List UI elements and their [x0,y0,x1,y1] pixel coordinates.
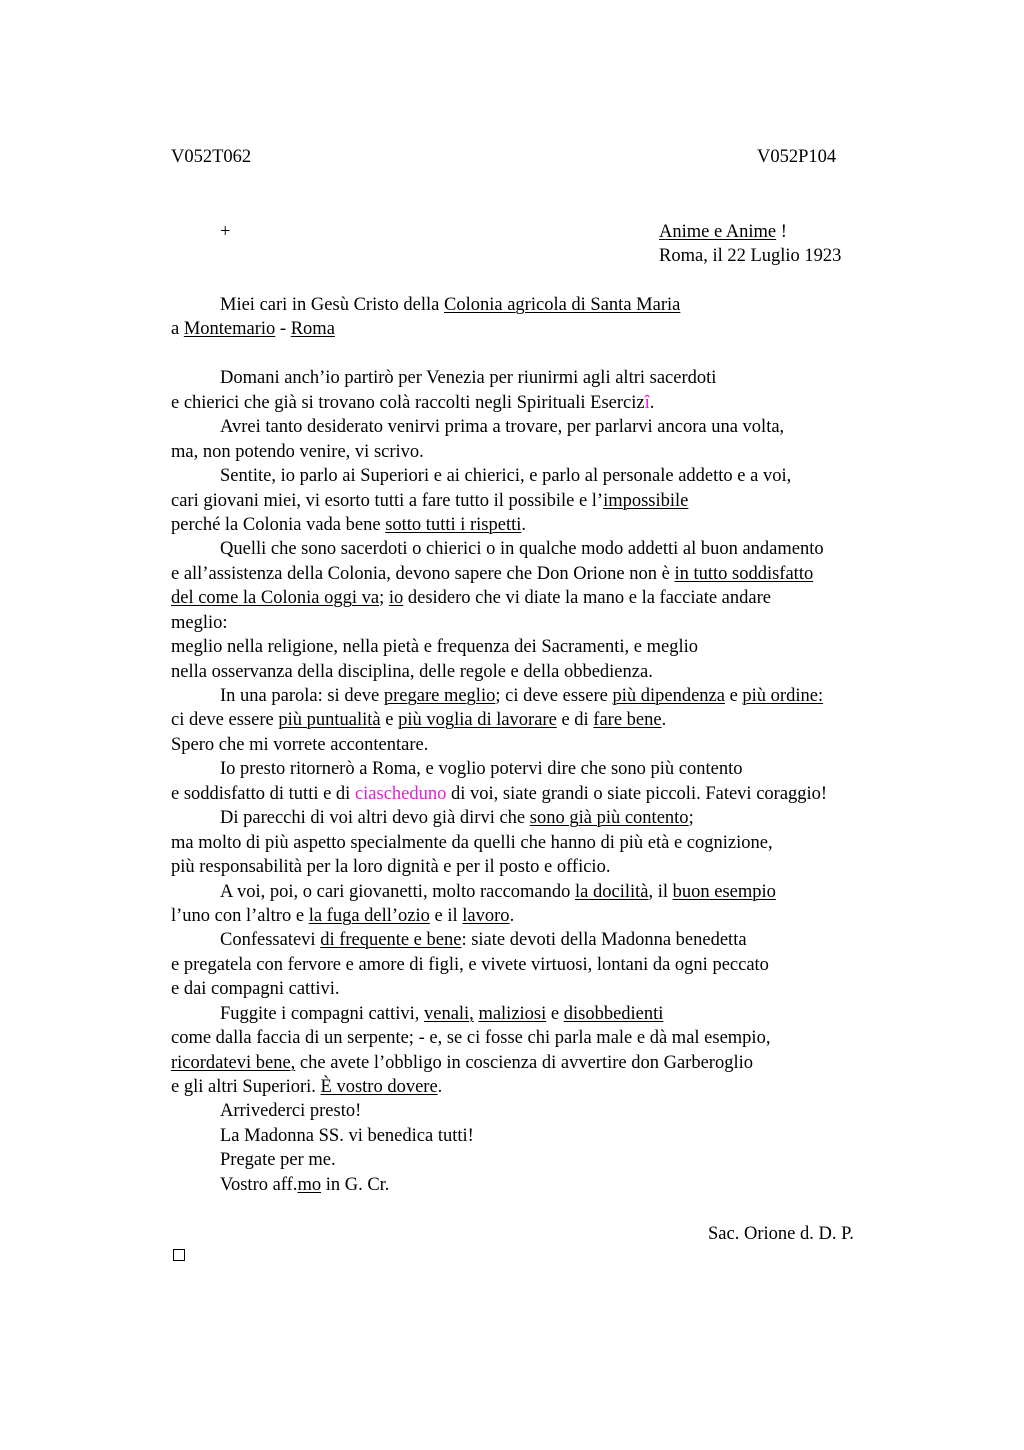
underlined-run: maliziosi [478,1004,547,1024]
highlighted-run: î [644,393,650,413]
body-line [171,1076,442,1098]
body-line [171,490,688,512]
underlined-run: più puntualità [278,710,381,730]
body-line [220,807,694,829]
end-square-icon [173,1249,185,1261]
body-line [220,881,776,903]
cross-mark: + [220,222,231,242]
body-line: Sentite, io parlo ai Superiori e ai chierici, e parlo al personale addetto e a voi, [220,466,792,486]
body-line [171,392,654,414]
text-run: e di [556,710,594,730]
underlined-run: più voglia di lavorare [398,710,557,730]
underlined-run: ricordatevi bene, [171,1053,296,1073]
text-run: : siate devoti della Madonna benedetta [461,930,747,950]
text-run: . [437,1077,443,1097]
letter-title [659,221,787,243]
underlined-run: del come la Colonia oggi va [171,588,380,608]
closing-line: Pregate per me. [220,1150,336,1170]
body-line: e pregatela con fervore e amore di figli, e vivete virtuosi, lontani da ogni peccato [171,955,769,975]
text-run: e chierici che già si trovano colà raccolti negli Spirituali Eserciz [171,393,645,413]
text-run: . [509,906,515,926]
text-run: . [649,393,655,413]
underlined-run: di frequente e bene [320,930,462,950]
document-code-right: V052P104 [757,147,837,167]
text-run: e [380,710,399,730]
text-run: Vostro aff. [220,1175,298,1195]
underlined-run: sotto tutti i rispetti [385,515,522,535]
closing-line: Arrivederci presto! [220,1101,362,1121]
body-line [171,783,827,805]
text-run: e soddisfatto di tutti e di [171,784,355,804]
closing-line: La Madonna SS. vi benedica tutti! [220,1126,474,1146]
text-run: l’uno con l’altro e [171,906,309,926]
body-line [171,709,666,731]
body-line: più responsabilità per la loro dignità e per il posto e officio. [171,857,611,877]
text-run: e il [429,906,463,926]
letter-title-text: Anime e Anime [659,222,777,242]
underlined-run: mo [297,1175,322,1195]
underlined-run: Montemario [183,319,276,339]
body-line [171,1052,753,1074]
body-line: nella osservanza della disciplina, delle regole e della obbedienza. [171,662,653,682]
body-line [220,1003,663,1025]
underlined-run: in tutto soddisfatto [674,564,814,584]
body-line [171,563,813,585]
text-run: Miei cari in Gesù Cristo della [220,295,445,315]
text-run: . [521,515,527,535]
body-line [171,587,771,609]
text-run: . [661,710,667,730]
underlined-run: venali, [423,1004,474,1024]
body-line [220,685,823,707]
body-line [220,929,747,951]
underlined-run: Roma [290,319,335,339]
closing-line [220,1174,389,1196]
text-run: In una parola: si deve [220,686,384,706]
underlined-run: la fuga dell’ozio [308,906,430,926]
underlined-run: la docilità [575,882,649,902]
underlined-run: Colonia agricola di Santa Maria [444,295,681,315]
text-run: di voi, siate grandi o siate piccoli. Fatevi coraggio! [446,784,828,804]
underlined-run: buon esempio [672,882,776,902]
text-run: ci deve essere [171,710,279,730]
body-line: ma, non potendo venire, vi scrivo. [171,442,424,462]
underlined-run: impossibile [603,491,689,511]
salutation-line-1 [220,294,680,316]
text-run: Fuggite i compagni cattivi, [220,1004,424,1024]
body-line: meglio nella religione, nella pietà e frequenza dei Sacramenti, e meglio [171,637,699,657]
underlined-run: disobbedienti [563,1004,664,1024]
underlined-run: più ordine: [742,686,824,706]
text-run: ; ci deve essere [495,686,613,706]
underlined-run: È vostro dovere [320,1077,438,1097]
body-line: ma molto di più aspetto specialmente da quelli che hanno di più età e cognizione, [171,833,773,853]
text-run: e gli altri Superiori. [171,1077,321,1097]
body-line: come dalla faccia di un serpente; - e, se ci fosse chi parla male e dà mal esempio, [171,1028,771,1048]
body-line: Spero che mi vorrete accontentare. [171,735,429,755]
body-line: e dai compagni cattivi. [171,979,340,999]
body-line: Quelli che sono sacerdoti o chierici o in qualche modo addetti al buon andamento [220,539,824,559]
signature: Sac. Orione d. D. P. [708,1224,854,1244]
body-line: Domani anch’io partirò per Venezia per riunirmi agli altri sacerdoti [220,368,717,388]
body-line [171,514,526,536]
body-line: Io presto ritornerò a Roma, e voglio potervi dire che sono più contento [220,759,743,779]
text-run: , il [648,882,673,902]
text-run: Di parecchi di voi altri devo già dirvi che [220,808,530,828]
body-line: Avrei tanto desiderato venirvi prima a trovare, per parlarvi ancora una volta, [220,417,785,437]
salutation-line-2 [171,318,335,340]
text-run: a [171,319,184,339]
text-run: in G. Cr. [321,1175,390,1195]
text-run: desidero che vi diate la mano e la facciate andare [403,588,771,608]
underlined-run: fare bene [593,710,662,730]
underlined-run: io [388,588,404,608]
letter-title-suffix: ! [776,222,787,242]
letter-date: Roma, il 22 Luglio 1923 [659,246,842,266]
text-run: ; [688,808,694,828]
underlined-run: pregare meglio [383,686,496,706]
underlined-run: sono già più contento [529,808,689,828]
text-run: A voi, poi, o cari giovanetti, molto raccomando [220,882,576,902]
text-run: che avete l’obbligo in coscienza di avvertire don Garberoglio [295,1053,753,1073]
highlighted-run: ciascheduno [354,784,447,804]
text-run: - [275,319,291,339]
text-run: perché la Colonia vada bene [171,515,386,535]
text-run: e [724,686,743,706]
document-code-left: V052T062 [171,147,252,167]
underlined-run: più dipendenza [612,686,725,706]
text-run: cari giovani miei, vi esorto tutti a fare tutto il possibile e l’ [171,491,604,511]
body-line [171,905,514,927]
underlined-run: lavoro [462,906,510,926]
text-run: ; [379,588,389,608]
text-run: e all’assistenza della Colonia, devono sapere che Don Orione non è [171,564,675,584]
body-line: meglio: [171,613,228,633]
text-run: e [546,1004,564,1024]
text-run: Confessatevi [220,930,321,950]
